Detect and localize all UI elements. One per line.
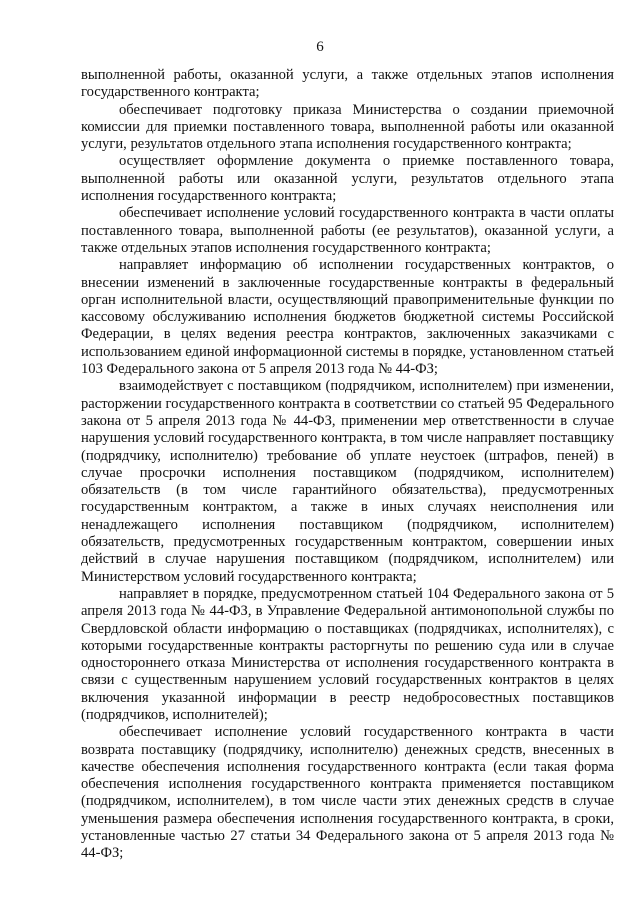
- paragraph-continuation: выполненной работы, оказанной услуги, а также отдельных этапов исполнения государственного контракта;: [81, 67, 614, 101]
- paragraph-supplier-interaction: взаимодействует с поставщиком (подрядчиком, исполнителем) при изменении, расторжении государственного контракта в соответствии со статьей 95 Федерального закона от 5 апреля 2013 года № 44-ФЗ, применении мер ответственности в случае нарушения условий государственного контракта, в том числе направляет поставщику (подрядчику, исполнителю) требование об уплате неустоек (штрафов, пеней) в случае просрочки исполнения поставщиком (подрядчиком, исполнителем) обязательств (в том числе гарантийного обязательства), предусмотренных государственным контрактом, а также в иных случаях неисполнения или ненадлежащего исполнения поставщиком (подрядчиком, исполнителем) обязательств, предусмотренных государственным контрактом, совершении иных действий в случае нарушения поставщиком (подрядчиком, исполнителем) или Министерством условий государственного контракта;: [81, 378, 614, 585]
- paragraph-antimonopoly-report: направляет в порядке, предусмотренном статьей 104 Федерального закона от 5 апреля 2013 года № 44-ФЗ, в Управление Федеральной антимонопольной службы по Свердловской области информацию о поставщиках (подрядчиках, исполнителях), с которыми государственные контракты расторгнуты по решению суда или в случае одностороннего отказа Министерства от исполнения государственного контракта в связи с существенным нарушением условий государственных контрактов в целях включения указанной информации в реестр недобросовестных поставщиков (подрядчиков, исполнителей);: [81, 585, 614, 723]
- paragraph-payment-terms: обеспечивает исполнение условий государственного контракта в части оплаты поставленного товара, выполненной работы (ее результатов), оказанной услуги, а также отдельных этапов исполнения государственного контракта;: [81, 205, 614, 256]
- document-body: [81, 67, 614, 863]
- paragraph-commission-order: обеспечивает подготовку приказа Министерства о создании приемочной комиссии для приемки поставленного товара, выполненной работы или оказанной услуги, результатов отдельного этапа исполнения государственного контракта;: [81, 101, 614, 153]
- page-number: 6: [316, 39, 324, 55]
- paragraph-acceptance-document: осуществляет оформление документа о приемке поставленного товара, выполненной работы или оказанной услуги, результатов отдельного этапа исполнения государственного контракта;: [81, 153, 614, 205]
- paragraph-contract-registry: направляет информацию об исполнении государственных контрактов, о внесении изменений в заключенные государственные контракты в федеральный орган исполнительной власти, осуществляющий правоприменительные функции по кассовому обслуживанию исполнения бюджетов бюджетной системы Российской Федерации, в целях ведения реестра контрактов, заключенных заказчиками с использованием единой информационной системы в порядке, установленном статьей 103 Федерального закона от 5 апреля 2013 года № 44-ФЗ;: [81, 257, 614, 378]
- paragraph-security-refund: обеспечивает исполнение условий государственного контракта в части возврата поставщику (подрядчику, исполнителю) денежных средств, внесенных в качестве обеспечения исполнения государственного контракта (если такая форма обеспечения исполнения государственного контракта применяется поставщиком (подрядчиком, исполнителем), в том числе части этих денежных средств в случае уменьшения размера обеспечения исполнения государственного контракта, в сроки, установленные частью 27 статьи 34 Федерального закона от 5 апреля 2013 года № 44-ФЗ;: [81, 724, 614, 862]
